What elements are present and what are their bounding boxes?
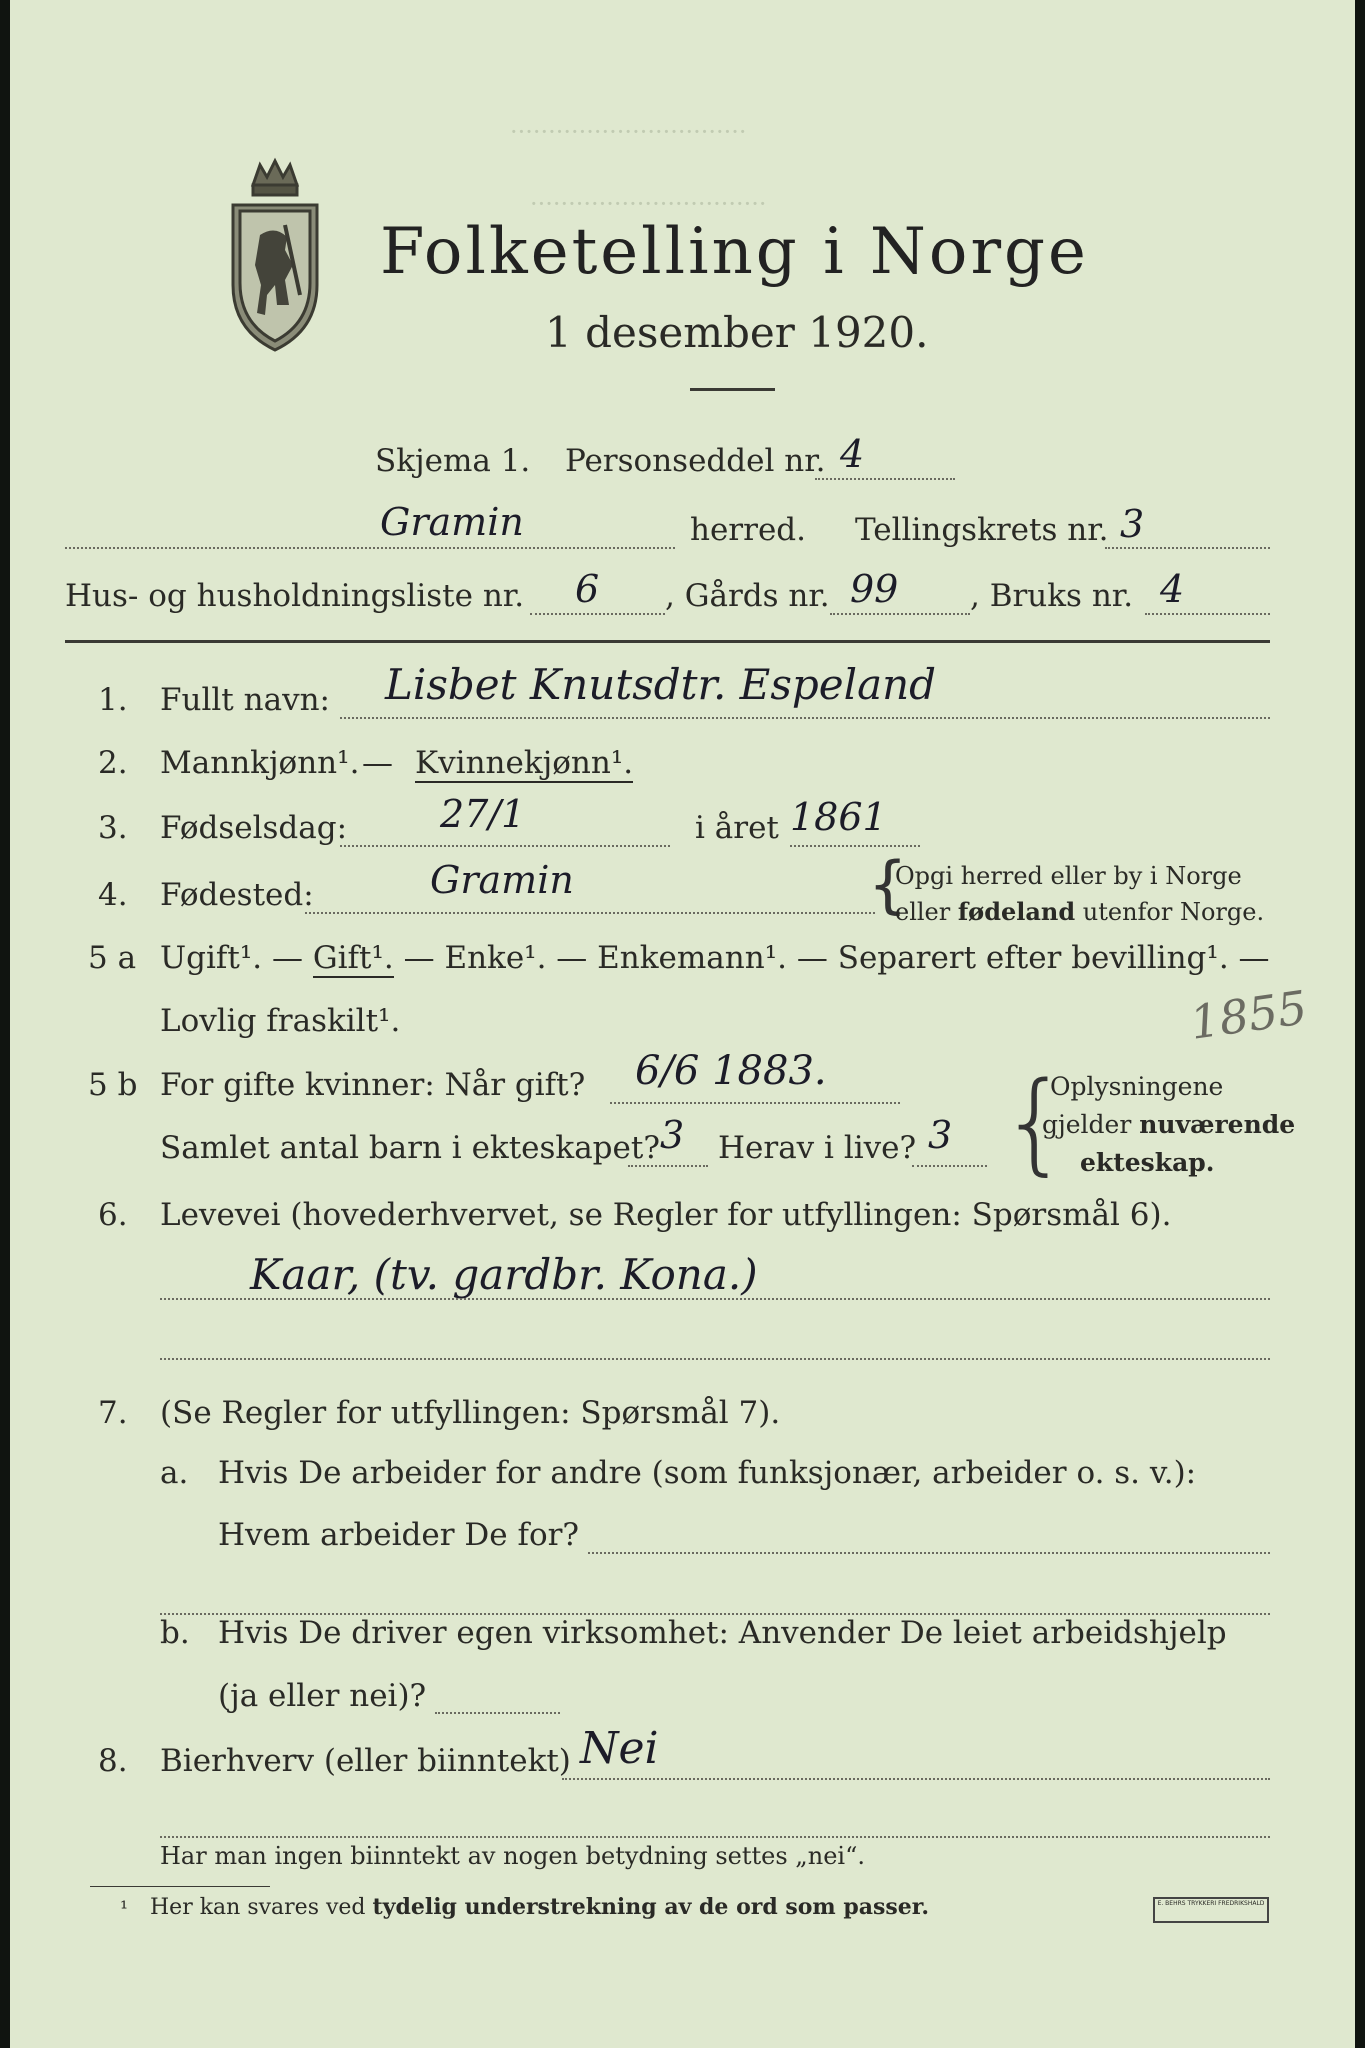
tellingskrets-line [1105,547,1270,549]
q3-number: 3. [98,810,128,846]
living-children-label: Herav i live? [718,1130,917,1166]
children-label: Samlet antal barn i ekteskapet? [160,1130,660,1166]
q7-label: (Se Regler for utfyllingen: Spørsmål 7). [160,1395,781,1431]
q4-label: Fødested: [160,877,314,913]
gards-label: , Gårds nr. [665,578,830,614]
hired-help-line[interactable] [435,1712,560,1714]
census-form [10,0,1355,2048]
q8-number: 8. [98,1743,128,1779]
q1-number: 1. [98,682,128,718]
full-name-line [340,717,1270,719]
header-separator [65,640,1270,643]
bleed-through-text: ······························· [530,190,767,218]
unmarried-option[interactable]: Ugift¹. [160,940,263,976]
occupation-line-1 [160,1298,1270,1300]
marital-status-options: Ugift¹. — Gift¹. — Enke¹. — Enkemann¹. — Separert efter bevilling¹. — [160,940,1270,976]
q5b-number: 5 b [88,1067,138,1103]
employer-label: Hvem arbeider De for? [218,1517,580,1553]
female-option-underlined[interactable]: Kvinnekjønn¹. [415,745,634,781]
marriage-note-1: Oplysningene [1050,1072,1224,1101]
gards-line [830,613,970,615]
herred-line [65,547,675,549]
q2-number: 2. [98,745,128,781]
q1-label: Fullt navn: [160,682,330,718]
hus-line [530,613,665,615]
q6-number: 6. [98,1197,128,1233]
title-divider [690,388,775,391]
marriage-note-2: gjelder nuværende [1042,1110,1296,1139]
employer-line[interactable] [588,1552,1270,1554]
year-label: i året [695,810,779,846]
norway-coat-of-arms-icon [215,155,335,355]
side-income-line-2[interactable] [160,1836,1270,1838]
widower-option[interactable]: Enkemann¹. [597,940,787,976]
gards-value[interactable]: 99 [850,567,899,611]
personseddel-label: Personseddel nr. [565,443,826,479]
hus-label: Hus- og husholdningsliste nr. [65,578,525,614]
q7b-text: Hvis De driver egen virksomhet: Anvender De leiet arbeidshjelp [218,1615,1227,1651]
q3-label: Fødselsdag: [160,810,348,846]
occupation-value[interactable]: Kaar, (tv. gardbr. Kona.) [250,1250,758,1299]
birthdate-value[interactable]: 27/1 [440,792,526,836]
footnote-text: Her kan svares ved tydelig understrekning av de ord som passer. [150,1894,930,1920]
birthplace-note-2: eller fødeland utenfor Norge. [895,897,1265,926]
bruks-value[interactable]: 4 [1160,567,1185,611]
side-income-line [562,1778,1270,1780]
personseddel-line [815,478,955,480]
living-children-value[interactable]: 3 [928,1113,953,1157]
married-date-label: For gifte kvinner: Når gift? [160,1067,586,1103]
q7-number: 7. [98,1395,128,1431]
marriage-note-3: ekteskap. [1080,1148,1215,1177]
q4-number: 4. [98,877,128,913]
form-title: Folketelling i Norge [380,215,1089,289]
bruks-line [1145,613,1270,615]
birthdate-line [340,845,670,847]
birth-year-value[interactable]: 1861 [790,795,887,839]
footnote-mark: ¹ [120,1896,129,1920]
living-children-line [912,1165,987,1167]
herred-value[interactable]: Gramin [380,500,524,544]
footnote-rule [90,1886,270,1887]
q8-label: Bierhverv (eller biinntekt) [160,1743,571,1779]
children-value[interactable]: 3 [660,1113,685,1157]
married-option-underlined[interactable]: Gift¹. [312,940,394,976]
widow-option[interactable]: Enke¹. [444,940,547,976]
q5a-number: 5 a [88,940,137,976]
side-income-value[interactable]: Nei [580,1723,659,1774]
occupation-line-2 [160,1358,1270,1360]
skjema-label: Skjema 1. [375,443,531,479]
children-line [628,1165,708,1167]
q6-label: Levevei (hovederhvervet, se Regler for utfyllingen: Spørsmål 6). [160,1197,1172,1233]
bruks-label: , Bruks nr. [970,578,1134,614]
birth-year-line [790,845,920,847]
birthplace-line [305,912,875,914]
married-date-line [610,1102,900,1104]
separated-option[interactable]: Separert efter bevilling¹. — [837,940,1270,976]
full-name-value[interactable]: Lisbet Knutsdtr. Espeland [385,660,937,709]
q7a-letter: a. [160,1455,189,1491]
brace-icon: { [1000,1058,1070,1186]
herred-label: herred. [690,512,806,548]
birthplace-value[interactable]: Gramin [430,858,574,902]
form-subtitle: 1 desember 1920. [545,308,929,357]
divorced-option[interactable]: Lovlig fraskilt¹. [160,1003,401,1039]
q7b-letter: b. [160,1615,190,1651]
q7a-text: Hvis De arbeider for andre (som funksjonær, arbeider o. s. v.): [218,1455,1197,1491]
tellingskrets-label: Tellingskrets nr. [855,512,1109,548]
married-date-value[interactable]: 6/6 1883. [635,1048,827,1094]
birthplace-note-1: Opgi herred eller by i Norge [895,862,1242,890]
hired-help-label: (ja eller nei)? [218,1678,427,1714]
hus-value[interactable]: 6 [575,567,600,611]
tellingskrets-value[interactable]: 3 [1120,502,1145,546]
q2-dash: — [362,745,393,781]
printer-stamp: E. BEHRS TRYKKERI FREDRIKSHALD [1153,1897,1269,1923]
brace-icon: { [868,848,908,921]
footer-note: Har man ingen biinntekt av nogen betydning settes „nei“. [160,1842,865,1870]
male-option[interactable]: Mannkjønn¹. [160,745,360,781]
margin-pencil-note: 1855 [1186,980,1311,1050]
personseddel-value[interactable]: 4 [840,432,865,476]
bleed-through-text: ······························· [510,118,747,146]
